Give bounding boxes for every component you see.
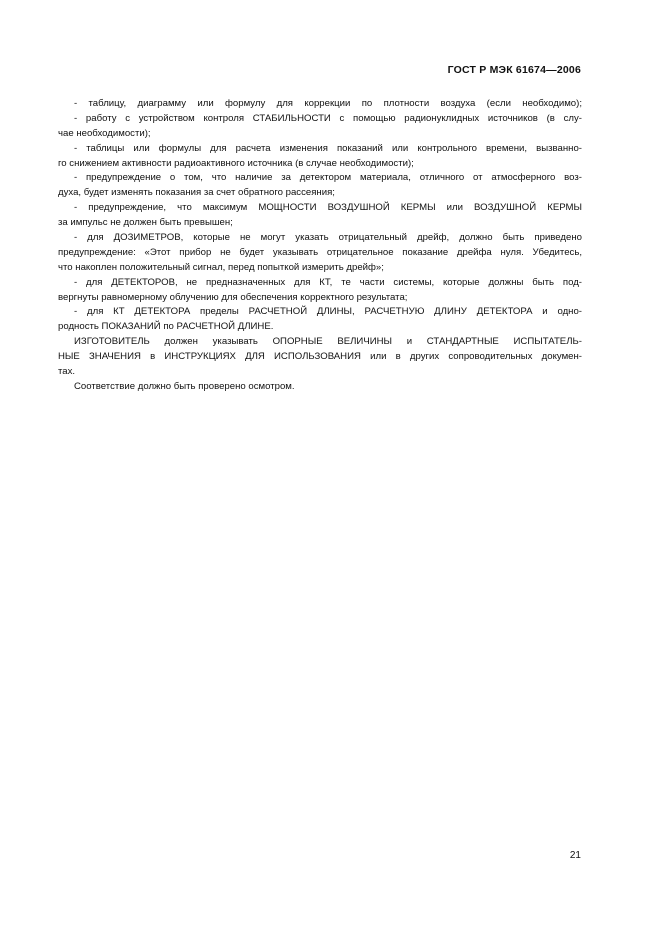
body-line-bullet-kerma-rate-warning: - предупреждение, что максимум МОЩНОСТИ ВОЗДУШНОЙ КЕРМЫ или ВОЗДУШНОЙ КЕРМЫ — [74, 202, 582, 214]
document-body — [58, 97, 582, 395]
body-line-bullet-negative-drift-warning: - для ДОЗИМЕТРОВ, которые не могут указать отрицательный дрейф, должно быть приведено — [74, 232, 582, 244]
document-header-standard-id: ГОСТ Р МЭК 61674—2006 — [447, 64, 581, 76]
body-line-manufacturer-paragraph: ИЗГОТОВИТЕЛЬ должен указывать ОПОРНЫЕ ВЕЛИЧИНЫ и СТАНДАРТНЫЕ ИСПЫТАТЕЛЬ- — [74, 336, 582, 348]
body-line-compliance-check: Соответствие должно быть проверено осмотром. — [74, 380, 295, 392]
body-line-bullet-air-density: - таблицу, диаграмму или формулу для коррекции по плотности воздуха (если необходимо); — [74, 98, 582, 109]
body-line-continuation: вергнуты равномерному облучению для обеспечения корректного результата; — [58, 291, 408, 303]
body-line-bullet-stability-check: - работу с устройством контроля СТАБИЛЬНОСТИ с помощью радионуклидных источников (в слу- — [74, 112, 582, 124]
body-line-continuation: что накоплен положительный сигнал, перед попыткой измерить дрейф»; — [58, 261, 384, 273]
body-line-continuation: предупреждение: «Этот прибор не будет указывать отрицательное показание дрейфа нуля. Убедитесь, — [58, 246, 582, 258]
body-line-continuation: чае необходимости); — [58, 127, 151, 139]
body-line-continuation: родность ПОКАЗАНИЙ по РАСЧЕТНОЙ ДЛИНЕ. — [58, 321, 274, 333]
body-line-continuation: духа, будет изменять показания за счет обратного рассеяния; — [58, 187, 335, 199]
body-line-continuation: тах. — [58, 366, 76, 378]
body-line-continuation: НЫЕ ЗНАЧЕНИЯ в ИНСТРУКЦИЯХ ДЛЯ ИСПОЛЬЗОВАНИЯ или в других сопроводительных докумен- — [58, 351, 582, 363]
page-number: 21 — [569, 850, 581, 861]
body-line-bullet-non-ct-detectors: - для ДЕТЕКТОРОВ, не предназначенных для КТ, те части системы, которые должны быть под- — [74, 276, 582, 288]
body-line-bullet-ct-detector-length: - для КТ ДЕТЕКТОРА пределы РАСЧЕТНОЙ ДЛИНЫ, РАСЧЕТНУЮ ДЛИНУ ДЕТЕКТОРА и одно- — [74, 306, 582, 318]
body-line-bullet-decay-correction: - таблицы или формулы для расчета изменения показаний или контрольного времени, вызванно- — [74, 142, 582, 154]
body-line-continuation: го снижением активности радиоактивного источника (в случае необходимости); — [58, 157, 414, 169]
body-line-continuation: за импульс не должен быть превышен; — [58, 217, 233, 229]
body-line-bullet-backscatter-warning: - предупреждение о том, что наличие за детектором материала, отличного от атмосферного воз- — [74, 172, 582, 184]
